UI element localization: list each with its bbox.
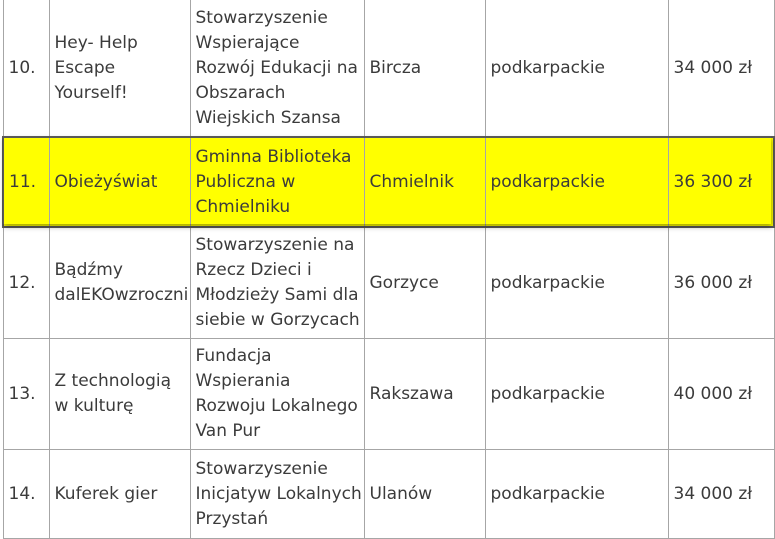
town-cell: Chmielnik: [364, 137, 485, 227]
organization-line: Chmielniku: [195, 196, 291, 217]
amount-cell: 34 000 zł: [668, 450, 774, 539]
project-title-cell: [49, 227, 190, 339]
project-title-line: w kulturę: [54, 396, 134, 416]
amount-cell: 40 000 zł: [668, 339, 774, 450]
amount-cell: 36 300 zł: [668, 137, 774, 227]
project-title-line: Escape: [54, 57, 116, 78]
project-title-cell: [49, 137, 190, 227]
town-cell: Gorzyce: [364, 227, 485, 339]
project-title-cell: [49, 339, 190, 450]
row-number: 13.: [3, 339, 49, 450]
organization-cell: [190, 137, 364, 227]
organization-line: Wspierające: [195, 32, 300, 53]
organization-cell: [190, 450, 364, 539]
table-row-highlighted: [3, 137, 774, 227]
region-cell: podkarpackie: [485, 227, 668, 339]
amount-cell: 34 000 zł: [668, 0, 774, 137]
project-title-line: dalEKOwzroczni: [54, 285, 189, 305]
organization-line: Rozwoju Lokalnego: [195, 396, 358, 416]
organization-line: Wspierania: [195, 371, 291, 391]
project-title-line: Yourself!: [54, 82, 128, 103]
organization-line: Publiczna w: [195, 171, 296, 192]
organization-line: Van Pur: [195, 421, 261, 441]
town-cell: Bircza: [364, 0, 485, 137]
organization-line: siebie w Gorzycach: [195, 310, 360, 330]
organization-line: Obszarach: [195, 82, 286, 103]
row-number: 11.: [3, 137, 49, 227]
table-row: [3, 0, 774, 137]
organization-line: Młodzieży Sami dla: [195, 285, 359, 305]
project-title-line: Obieżyświat: [54, 171, 158, 192]
organization-line: Fundacja: [195, 346, 272, 366]
region-cell: podkarpackie: [485, 339, 668, 450]
organization-cell: [190, 339, 364, 450]
grants-table: [2, 0, 775, 539]
organization-line: Wiejskich Szansa: [195, 107, 341, 128]
town-cell: Ulanów: [364, 450, 485, 539]
row-number: 12.: [3, 227, 49, 339]
organization-line: Stowarzyszenie: [195, 7, 328, 28]
project-title-line: Z technologią: [54, 371, 172, 391]
project-title-line: Kuferek gier: [54, 483, 158, 504]
organization-line: Rozwój Edukacji na: [195, 57, 358, 78]
organization-cell: [190, 0, 364, 137]
row-number: 10.: [3, 0, 49, 137]
project-title-line: Hey- Help: [54, 32, 138, 53]
table-row: [3, 339, 774, 450]
project-title-cell: [49, 450, 190, 539]
organization-cell: [190, 227, 364, 339]
region-cell: podkarpackie: [485, 0, 668, 137]
project-title-line: Bądźmy: [54, 260, 123, 280]
table-row: [3, 450, 774, 539]
project-title-cell: [49, 0, 190, 137]
organization-line: Stowarzyszenie: [195, 458, 328, 479]
organization-line: Rzecz Dzieci i: [195, 260, 312, 280]
row-number: 14.: [3, 450, 49, 539]
organization-line: Inicjatyw Lokalnych: [195, 483, 362, 504]
organization-line: Stowarzyszenie na: [195, 235, 355, 255]
region-cell: podkarpackie: [485, 450, 668, 539]
amount-cell: 36 000 zł: [668, 227, 774, 339]
organization-line: Gminna Biblioteka: [195, 146, 352, 167]
table-row: [3, 227, 774, 339]
town-cell: Rakszawa: [364, 339, 485, 450]
organization-line: Przystań: [195, 508, 269, 529]
region-cell: podkarpackie: [485, 137, 668, 227]
